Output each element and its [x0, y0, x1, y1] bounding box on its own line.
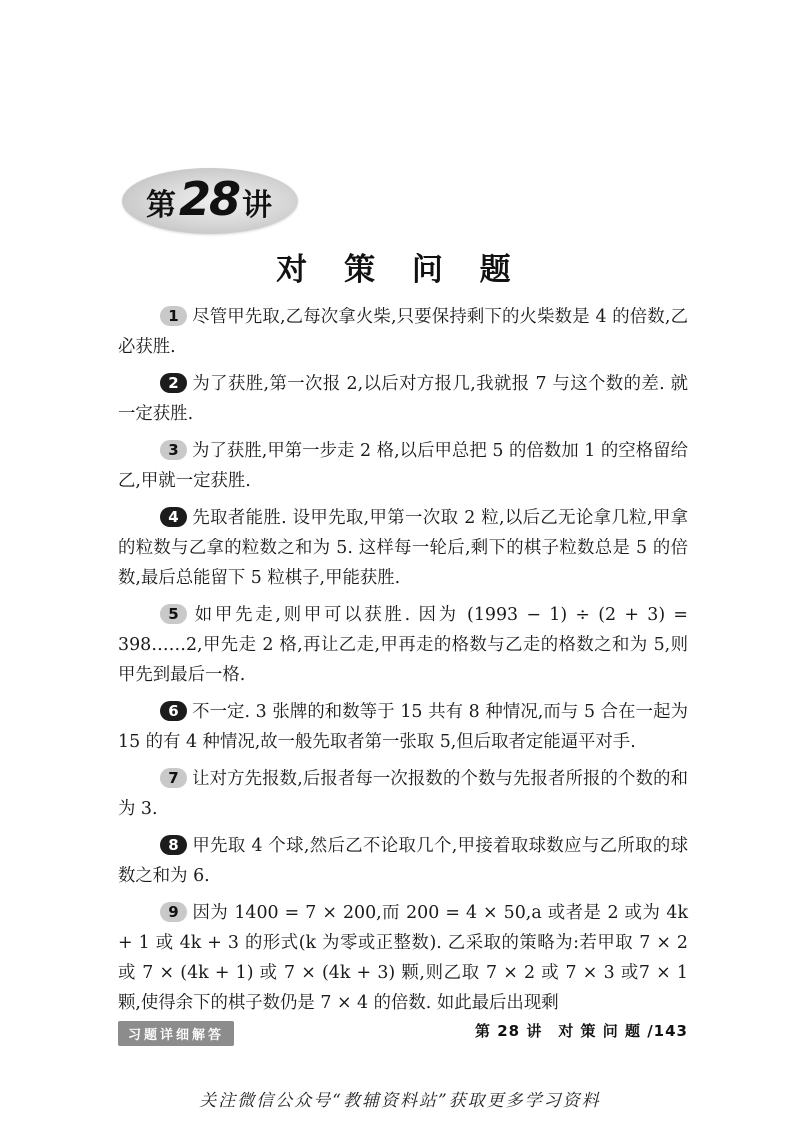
question-number-badge: 9	[160, 902, 187, 922]
solution-item	[118, 600, 688, 690]
solution-text: 不一定. 3 张牌的和数等于 15 共有 8 种情况,而与 5 合在一起为 15 的有 4 种情况,故一般先取者第一张取 5,但后取者定能逼平对手.	[118, 702, 688, 752]
solution-text: 甲先取 4 个球,然后乙不论取几个,甲接着取球数应与乙所取的球数之和为 6.	[118, 836, 688, 886]
solution-text: 为了获胜,第一次报 2,以后对方报几,我就报 7 与这个数的差. 就一定获胜.	[118, 374, 688, 424]
question-number-badge: 6	[160, 701, 187, 721]
solution-text: 尽管甲先取,乙每次拿火柴,只要保持剩下的火柴数是 4 的倍数,乙必获胜.	[118, 307, 688, 357]
solutions-list	[118, 302, 688, 1025]
lecture-number: 28	[179, 172, 240, 226]
lecture-prefix: 第	[146, 188, 176, 223]
solution-item	[118, 898, 688, 1018]
question-number-badge: 3	[160, 440, 187, 460]
question-number-badge: 4	[160, 507, 187, 527]
page-title: 对 策 问 题	[276, 252, 524, 288]
footer-chapter: 第 28 讲 对 策 问 题 /143	[475, 1022, 688, 1040]
solution-text: 如甲先走,则甲可以获胜. 因为 (1993 − 1) ÷ (2 + 3) = 398……2,甲先走 2 格,再让乙走,甲再走的格数与乙走的格数之和为 5,则甲先到最后一格.	[118, 605, 688, 685]
question-number-badge: 1	[160, 306, 187, 326]
solution-text: 让对方先报数,后报者每一次报数的个数与先报者所报的个数的和为 3.	[118, 769, 688, 819]
solution-item	[118, 503, 688, 593]
question-number-badge: 5	[160, 604, 187, 624]
question-number-badge: 2	[160, 373, 187, 393]
question-number-badge: 8	[160, 835, 187, 855]
solution-item	[118, 764, 688, 824]
question-number-badge: 7	[160, 768, 187, 788]
solution-item	[118, 302, 688, 362]
solution-item	[118, 697, 688, 757]
solution-item	[118, 369, 688, 429]
solution-item	[118, 436, 688, 496]
solution-text: 因为 1400 = 7 × 200,而 200 = 4 × 50,a 或者是 2 或为 4k + 1 或 4k + 3 的形式(k 为零或正整数). 乙采取的策略为:若甲取 7 × 2 或 7 × (4k + 1) 或 7 × (4k + 3) 颗,则乙取 7 × 2 或 7 × 3 或7 × 1 颗,使得余下的棋子数仍是 7 × 4 的倍数. 如此最后出现剩	[118, 903, 688, 1013]
lecture-suffix: 讲	[242, 188, 273, 223]
solution-item	[118, 831, 688, 891]
lecture-label	[146, 172, 273, 226]
bottom-note: 关注微信公众号“教辅资料站”获取更多学习资料	[199, 1091, 601, 1111]
solution-text: 先取者能胜. 设甲先取,甲第一次取 2 粒,以后乙无论拿几粒,甲拿的粒数与乙拿的粒数之和为 5. 这样每一轮后,剩下的棋子粒数总是 5 的倍数,最后总能留下 5 粒棋子,甲能获胜.	[118, 508, 688, 588]
footer-tag: 习题详细解答	[118, 1021, 234, 1046]
solution-text: 为了获胜,甲第一步走 2 格,以后甲总把 5 的倍数加 1 的空格留给乙,甲就一定获胜.	[118, 441, 688, 491]
